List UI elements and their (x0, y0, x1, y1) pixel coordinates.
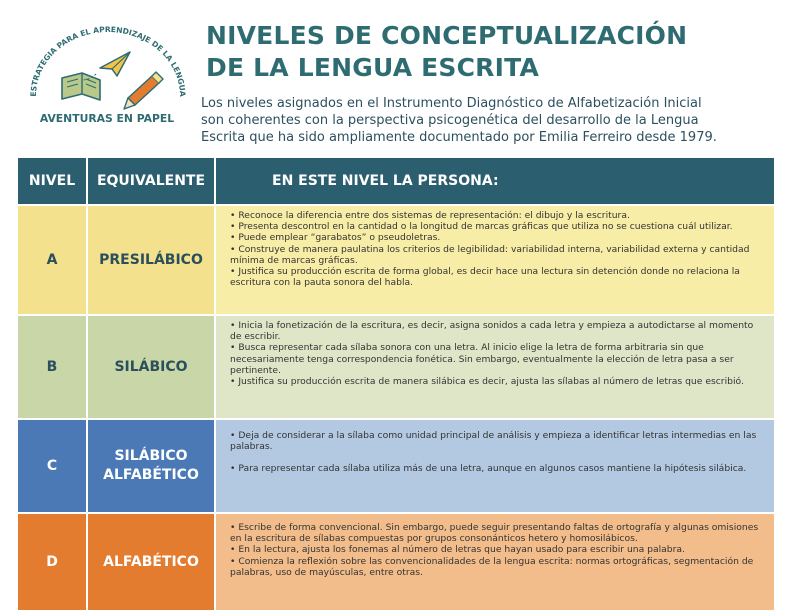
description-item: • Justifica su producción escrita de manera silábica es decir, ajusta las sílabas al número de letras que escribió. (230, 376, 744, 388)
level-code: B (18, 316, 88, 418)
header-persona: EN ESTE NIVEL LA PERSONA: (272, 173, 499, 189)
pencil-icon (124, 72, 163, 109)
level-description (216, 316, 774, 418)
level-equivalent (88, 316, 216, 418)
table-row-d (18, 512, 774, 610)
description-item: • Presenta descontrol en la cantidad o la longitud de marcas gráficas que utiliza no se cuestiona cuál utilizar. (230, 221, 733, 233)
level-equivalent-label: ALFABÉTICO (103, 553, 199, 570)
page-title (206, 20, 687, 84)
description-item: • Reconoce la diferencia entre dos sistemas de representación: el dibujo y la escritura. (230, 210, 630, 221)
header-equivalente: EQUIVALENTE (88, 158, 216, 204)
description-item: • En la lectura, ajusta los fonemas al número de letras que hayan usado para escribir una palabra. (230, 544, 685, 556)
level-equivalent-line-1: SILÁBICO (114, 448, 188, 464)
description-item: • Para representar cada sílaba utiliza más de una letra, aunque en algunos casos mantiene la hipótesis silábica. (230, 463, 747, 475)
table-row-a (18, 204, 774, 314)
description-item: • Construye de manera paulatina los criterios de legibilidad: variabilidad interna, variabilidad externa y cantidad mínima de marcas gráficas. (230, 243, 750, 266)
description-item: • Escribe de forma convencional. Sin embargo, puede seguir presentando faltas de ortografía y algunas omisiones en la escritura de sílabas compuestas por grupos consonánticos hetero y homosilábicos. (230, 522, 759, 545)
title-line-2: DE LA LENGUA ESCRITA (206, 53, 539, 82)
table-header (18, 158, 774, 204)
level-code: D (18, 514, 88, 610)
description-item: • Justifica su producción escrita de forma global, es decir hace una lectura sin detención donde no relaciona la escritura con la pauta sonora del habla. (230, 266, 740, 289)
description-item: • Busca representar cada sílaba sonora con una letra. Al inicio elige la letra de forma arbitraria sin que necesariamente tenga correspondencia fonética. Sin embargo, eventualmente la elección de letra pasa a ser pertinente. (230, 342, 734, 376)
intro-line-1: Los niveles asignados en el Instrumento Diagnóstico de Alfabetización Inicial (201, 96, 702, 111)
open-book-icon (62, 73, 100, 100)
level-code: C (18, 420, 88, 512)
header-nivel: NIVEL (18, 158, 88, 204)
logo (22, 14, 192, 132)
level-code: A (18, 206, 88, 314)
logo-arc-text: ESTRATEGIA PARA EL APRENDIZAJE DE LA LENGUA (28, 24, 188, 97)
intro-line-3: Escrita que ha sido ampliamente documentado por Emilia Ferreiro desde 1979. (201, 130, 717, 145)
level-equivalent-label: SILÁBICO (114, 358, 188, 375)
intro-line-2: son coherentes con la perspectiva psicogenética del desarrollo de la Lengua (201, 113, 699, 128)
level-description (216, 514, 774, 610)
level-equivalent (88, 514, 216, 610)
level-description (216, 420, 774, 512)
level-description (216, 206, 774, 314)
table-row-b (18, 314, 774, 418)
level-equivalent (88, 206, 216, 314)
intro-paragraph (201, 95, 781, 146)
description-item: • Deja de considerar a la sílaba como unidad principal de análisis y empieza a identificar letras intermedias en las palabras. (230, 430, 757, 453)
aventuras-en-papel-logo (22, 14, 192, 132)
description-item: • Inicia la fonetización de la escritura, es decir, asigna sonidos a cada letra y empieza a autodictarse al momento de escribir. (230, 320, 754, 343)
description-item: • Puede emplear “garabatos” o pseudoletras. (230, 232, 441, 244)
title-line-1: NIVELES DE CONCEPTUALIZACIÓN (206, 21, 688, 50)
description-item: • Comienza la reflexión sobre las convencionalidades de la lengua escrita: normas ortográficas, segmentación de palabras, uso de mayúsculas, entre otras. (230, 555, 754, 578)
level-equivalent-label (103, 447, 199, 485)
level-equivalent (88, 420, 216, 512)
levels-table (18, 158, 774, 610)
logo-name: AVENTURAS EN PAPEL (39, 112, 175, 125)
table-row-c (18, 418, 774, 512)
level-equivalent-line-2: ALFABÉTICO (103, 467, 199, 483)
level-equivalent-label: PRESILÁBICO (99, 251, 203, 268)
